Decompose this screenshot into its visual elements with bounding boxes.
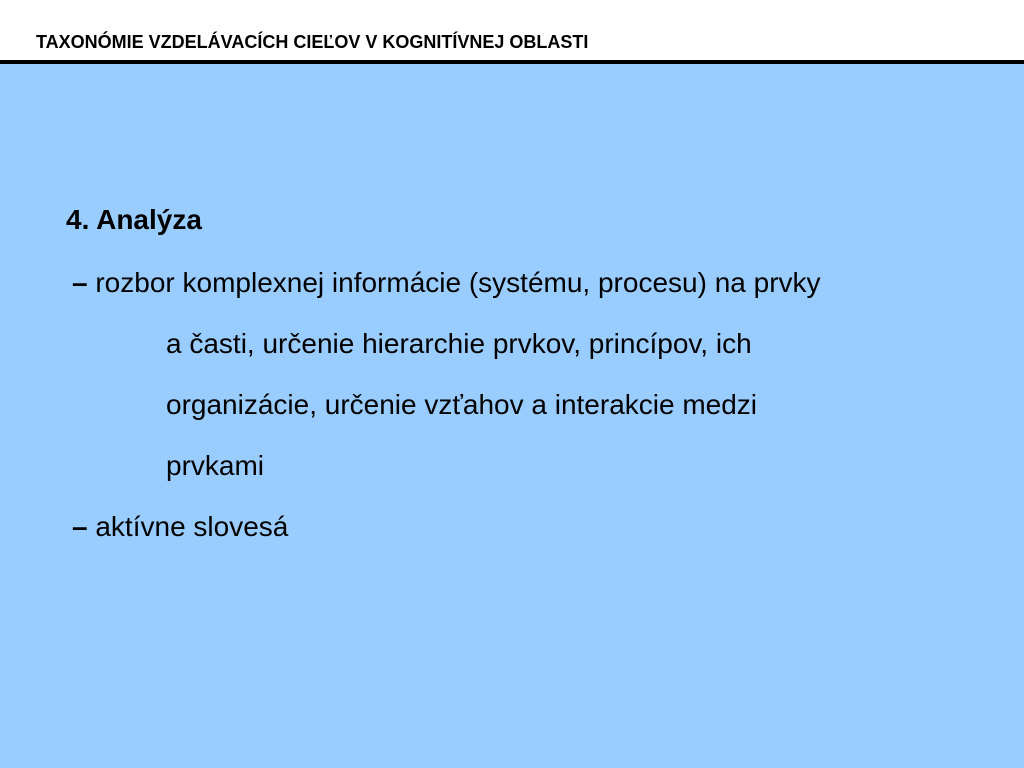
bullet-1-line-1: rozbor komplexnej informácie (systému, procesu) na prvky [95, 267, 821, 298]
bullet-1-line-4: prvkami [166, 450, 265, 481]
bullet-1 [72, 266, 821, 300]
slide-title: TAXONÓMIE VZDELÁVACÍCH CIEĽOV V KOGNITÍVNEJ OBLASTI [36, 32, 589, 52]
bullet-2 [72, 510, 288, 544]
bullet-dash: – [72, 511, 88, 542]
section-heading: 4. Analýza [66, 204, 202, 235]
bullet-1-line-3: organizácie, určenie vzťahov a interakcie medzi [166, 389, 758, 420]
bullet-2-line-1: aktívne slovesá [95, 511, 289, 542]
bullet-1-line-2: a časti, určenie hierarchie prvkov, princípov, ich [166, 328, 752, 359]
bullet-dash: – [72, 267, 88, 298]
